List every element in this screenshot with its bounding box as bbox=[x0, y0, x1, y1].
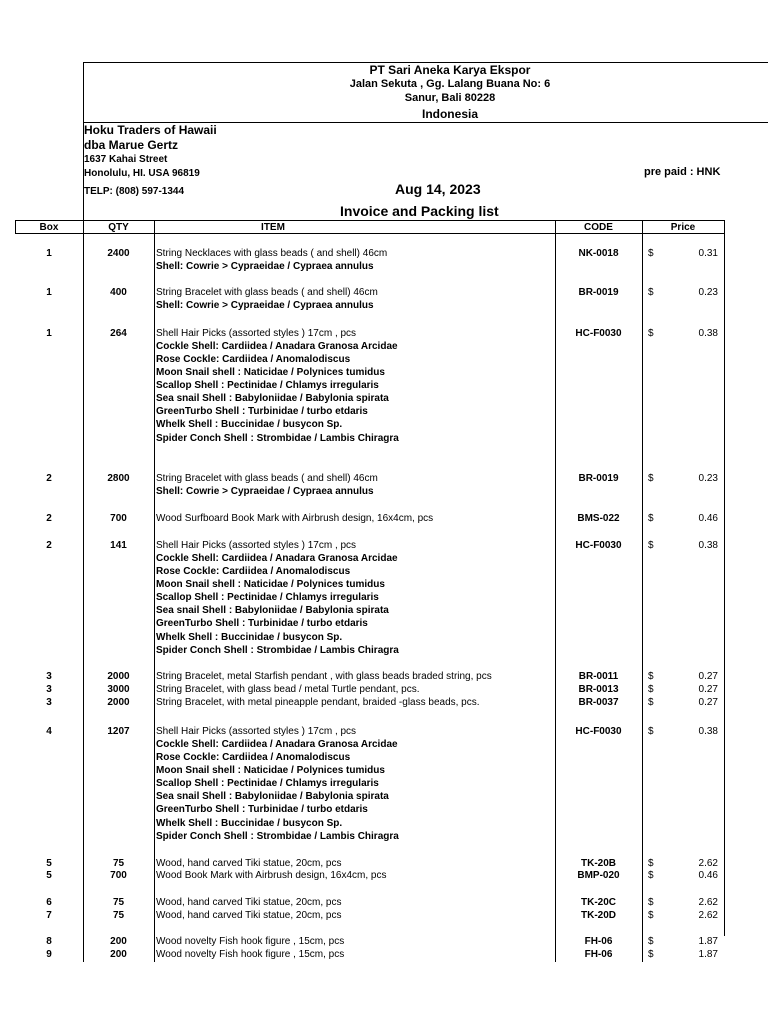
row-currency: $ bbox=[648, 936, 654, 947]
row-qty: 3000 bbox=[107, 684, 130, 695]
row-box: 1 bbox=[46, 328, 52, 339]
row-box: 1 bbox=[46, 248, 52, 259]
row-item: Wood novelty Fish hook figure , 15cm, pcs bbox=[156, 936, 345, 947]
row-qty: 141 bbox=[110, 540, 127, 551]
row-qty: 2000 bbox=[107, 671, 130, 682]
row-price: 2.62 bbox=[698, 910, 718, 921]
row-currency: $ bbox=[648, 287, 654, 298]
invoice-date: Aug 14, 2023 bbox=[395, 181, 481, 197]
row-detail: Whelk Shell : Buccinidae / busycon Sp. bbox=[156, 818, 343, 829]
row-item: Wood Surfboard Book Mark with Airbrush design, 16x4cm, pcs bbox=[156, 513, 434, 524]
column-header-code: CODE bbox=[584, 222, 613, 233]
column-header-qty: QTY bbox=[108, 222, 129, 233]
row-detail: Rose Cockle: Cardiidea / Anomalodiscus bbox=[156, 354, 351, 365]
row-price: 0.23 bbox=[698, 473, 718, 484]
row-item: String Bracelet, metal Starfish pendant , with glass beads braded string, pcs bbox=[156, 671, 492, 682]
row-currency: $ bbox=[648, 910, 654, 921]
row-box: 8 bbox=[46, 936, 52, 947]
row-detail: Spider Conch Shell : Strombidae / Lambis Chiragra bbox=[156, 831, 399, 842]
row-item: String Bracelet, with glass bead / metal Turtle pendant, pcs. bbox=[156, 684, 420, 695]
row-detail: Cockle Shell: Cardiidea / Anadara Granosa Arcidae bbox=[156, 553, 398, 564]
row-currency: $ bbox=[648, 513, 654, 524]
company-name: PT Sari Aneka Karya Ekspor bbox=[369, 63, 531, 77]
customer-city: Honolulu, HI. USA 96819 bbox=[84, 168, 200, 179]
row-detail: GreenTurbo Shell : Turbinidae / turbo etdaris bbox=[156, 618, 368, 629]
row-item: String Bracelet, with metal pineapple pendant, braided -glass beads, pcs. bbox=[156, 697, 480, 708]
row-box: 3 bbox=[46, 684, 52, 695]
row-qty: 2400 bbox=[107, 248, 130, 259]
row-currency: $ bbox=[648, 671, 654, 682]
column-header-price: Price bbox=[670, 222, 696, 233]
row-detail: Shell: Cowrie > Cypraeidae / Cypraea annulus bbox=[156, 261, 374, 272]
row-box: 7 bbox=[46, 910, 52, 921]
customer-street: 1637 Kahai Street bbox=[84, 154, 168, 165]
customer-name: Hoku Traders of Hawaii bbox=[84, 123, 217, 137]
row-detail: Whelk Shell : Buccinidae / busycon Sp. bbox=[156, 419, 343, 430]
row-currency: $ bbox=[648, 540, 654, 551]
row-detail: Scallop Shell : Pectinidae / Chlamys irregularis bbox=[156, 778, 379, 789]
row-price: 2.62 bbox=[698, 858, 718, 869]
row-box: 6 bbox=[46, 897, 52, 908]
row-currency: $ bbox=[648, 697, 654, 708]
payment-terms: pre paid : HNK bbox=[644, 166, 721, 178]
row-code: BMP-020 bbox=[577, 870, 620, 881]
company-country: Indonesia bbox=[421, 107, 478, 121]
row-currency: $ bbox=[648, 870, 654, 881]
row-code: TK-20B bbox=[580, 858, 616, 869]
row-price: 0.27 bbox=[698, 697, 718, 708]
row-price: 0.27 bbox=[698, 671, 718, 682]
row-item: String Bracelet with glass beads ( and shell) 46cm bbox=[156, 287, 378, 298]
row-detail: Scallop Shell : Pectinidae / Chlamys irregularis bbox=[156, 592, 379, 603]
row-qty: 200 bbox=[110, 949, 127, 960]
row-price: 2.62 bbox=[698, 897, 718, 908]
row-detail: Shell: Cowrie > Cypraeidae / Cypraea annulus bbox=[156, 300, 374, 311]
row-qty: 75 bbox=[112, 858, 125, 869]
row-code: BR-0019 bbox=[578, 473, 619, 484]
row-code: BR-0011 bbox=[578, 671, 619, 682]
row-detail: Rose Cockle: Cardiidea / Anomalodiscus bbox=[156, 752, 351, 763]
row-currency: $ bbox=[648, 248, 654, 259]
row-price: 1.87 bbox=[698, 936, 718, 947]
row-item: Wood Book Mark with Airbrush design, 16x4cm, pcs bbox=[156, 870, 387, 881]
row-box: 2 bbox=[46, 513, 52, 524]
row-detail: GreenTurbo Shell : Turbinidae / turbo etdaris bbox=[156, 804, 368, 815]
row-currency: $ bbox=[648, 473, 654, 484]
row-box: 2 bbox=[46, 540, 52, 551]
row-qty: 75 bbox=[112, 897, 125, 908]
row-currency: $ bbox=[648, 684, 654, 695]
row-box: 3 bbox=[46, 671, 52, 682]
row-detail: Cockle Shell: Cardiidea / Anadara Granosa Arcidae bbox=[156, 739, 398, 750]
row-detail: Moon Snail shell : Naticidae / Polynices tumidus bbox=[156, 765, 385, 776]
row-item: Wood, hand carved Tiki statue, 20cm, pcs bbox=[156, 858, 342, 869]
row-box: 3 bbox=[46, 697, 52, 708]
row-qty: 700 bbox=[110, 870, 127, 881]
row-price: 0.23 bbox=[698, 287, 718, 298]
column-header-item: ITEM bbox=[261, 222, 285, 233]
row-item: Wood, hand carved Tiki statue, 20cm, pcs bbox=[156, 897, 342, 908]
row-code: TK-20C bbox=[580, 897, 616, 908]
row-currency: $ bbox=[648, 858, 654, 869]
row-code: NK-0018 bbox=[578, 248, 619, 259]
row-box: 4 bbox=[46, 726, 52, 737]
row-code: BR-0037 bbox=[578, 697, 619, 708]
row-code: HC-F0030 bbox=[575, 726, 622, 737]
row-currency: $ bbox=[648, 328, 654, 339]
row-detail: Whelk Shell : Buccinidae / busycon Sp. bbox=[156, 632, 343, 643]
row-price: 1.87 bbox=[698, 949, 718, 960]
row-qty: 700 bbox=[110, 513, 127, 524]
row-qty: 2800 bbox=[107, 473, 130, 484]
row-item: Shell Hair Picks (assorted styles ) 17cm , pcs bbox=[156, 328, 357, 339]
row-box: 1 bbox=[46, 287, 52, 298]
col-line-qty-item bbox=[154, 220, 155, 962]
row-detail: Moon Snail shell : Naticidae / Polynices tumidus bbox=[156, 367, 385, 378]
row-code: TK-20D bbox=[580, 910, 616, 921]
row-detail: Sea snail Shell : Babyloniidae / Babylonia spirata bbox=[156, 393, 389, 404]
row-item: Shell Hair Picks (assorted styles ) 17cm , pcs bbox=[156, 540, 357, 551]
row-item: String Necklaces with glass beads ( and shell) 46cm bbox=[156, 248, 388, 259]
row-price: 0.38 bbox=[698, 726, 718, 737]
company-address-1: Jalan Sekuta , Gg. Lalang Buana No: 6 bbox=[349, 78, 551, 90]
company-address-2: Sanur, Bali 80228 bbox=[404, 92, 496, 104]
col-line-right bbox=[724, 220, 725, 936]
customer-dba: dba Marue Gertz bbox=[84, 138, 179, 152]
row-detail: Moon Snail shell : Naticidae / Polynices tumidus bbox=[156, 579, 385, 590]
row-currency: $ bbox=[648, 949, 654, 960]
document-title: Invoice and Packing list bbox=[340, 203, 499, 219]
row-detail: Sea snail Shell : Babyloniidae / Babylonia spirata bbox=[156, 791, 389, 802]
row-item: Wood novelty Fish hook figure , 15cm, pcs bbox=[156, 949, 345, 960]
row-box: 5 bbox=[46, 870, 52, 881]
row-price: 0.27 bbox=[698, 684, 718, 695]
row-box: 2 bbox=[46, 473, 52, 484]
row-qty: 75 bbox=[112, 910, 125, 921]
row-qty: 1207 bbox=[107, 726, 130, 737]
row-currency: $ bbox=[648, 897, 654, 908]
row-item: String Bracelet with glass beads ( and shell) 46cm bbox=[156, 473, 378, 484]
row-code: HC-F0030 bbox=[575, 328, 622, 339]
row-box: 9 bbox=[46, 949, 52, 960]
row-item: Wood, hand carved Tiki statue, 20cm, pcs bbox=[156, 910, 342, 921]
row-price: 0.38 bbox=[698, 540, 718, 551]
row-box: 5 bbox=[46, 858, 52, 869]
row-detail: Rose Cockle: Cardiidea / Anomalodiscus bbox=[156, 566, 351, 577]
row-qty: 200 bbox=[110, 936, 127, 947]
row-qty: 264 bbox=[110, 328, 127, 339]
row-code: FH-06 bbox=[584, 949, 613, 960]
row-price: 0.31 bbox=[698, 248, 718, 259]
col-line-code-price bbox=[642, 220, 643, 962]
row-price: 0.46 bbox=[698, 513, 718, 524]
row-qty: 2000 bbox=[107, 697, 130, 708]
column-header-box: Box bbox=[39, 222, 59, 233]
row-currency: $ bbox=[648, 726, 654, 737]
row-detail: Sea snail Shell : Babyloniidae / Babylonia spirata bbox=[156, 605, 389, 616]
row-detail: Cockle Shell: Cardiidea / Anadara Granosa Arcidae bbox=[156, 341, 398, 352]
customer-phone: TELP: (808) 597-1344 bbox=[84, 186, 185, 197]
row-code: HC-F0030 bbox=[575, 540, 622, 551]
row-code: BR-0019 bbox=[578, 287, 619, 298]
row-detail: GreenTurbo Shell : Turbinidae / turbo etdaris bbox=[156, 406, 368, 417]
row-detail: Shell: Cowrie > Cypraeidae / Cypraea annulus bbox=[156, 486, 374, 497]
row-detail: Scallop Shell : Pectinidae / Chlamys irregularis bbox=[156, 380, 379, 391]
row-code: BMS-022 bbox=[577, 513, 620, 524]
row-price: 0.38 bbox=[698, 328, 718, 339]
row-code: BR-0013 bbox=[578, 684, 619, 695]
row-code: FH-06 bbox=[584, 936, 613, 947]
row-item: Shell Hair Picks (assorted styles ) 17cm , pcs bbox=[156, 726, 357, 737]
row-qty: 400 bbox=[110, 287, 127, 298]
row-price: 0.46 bbox=[698, 870, 718, 881]
row-detail: Spider Conch Shell : Strombidae / Lambis Chiragra bbox=[156, 645, 399, 656]
row-detail: Spider Conch Shell : Strombidae / Lambis Chiragra bbox=[156, 433, 399, 444]
